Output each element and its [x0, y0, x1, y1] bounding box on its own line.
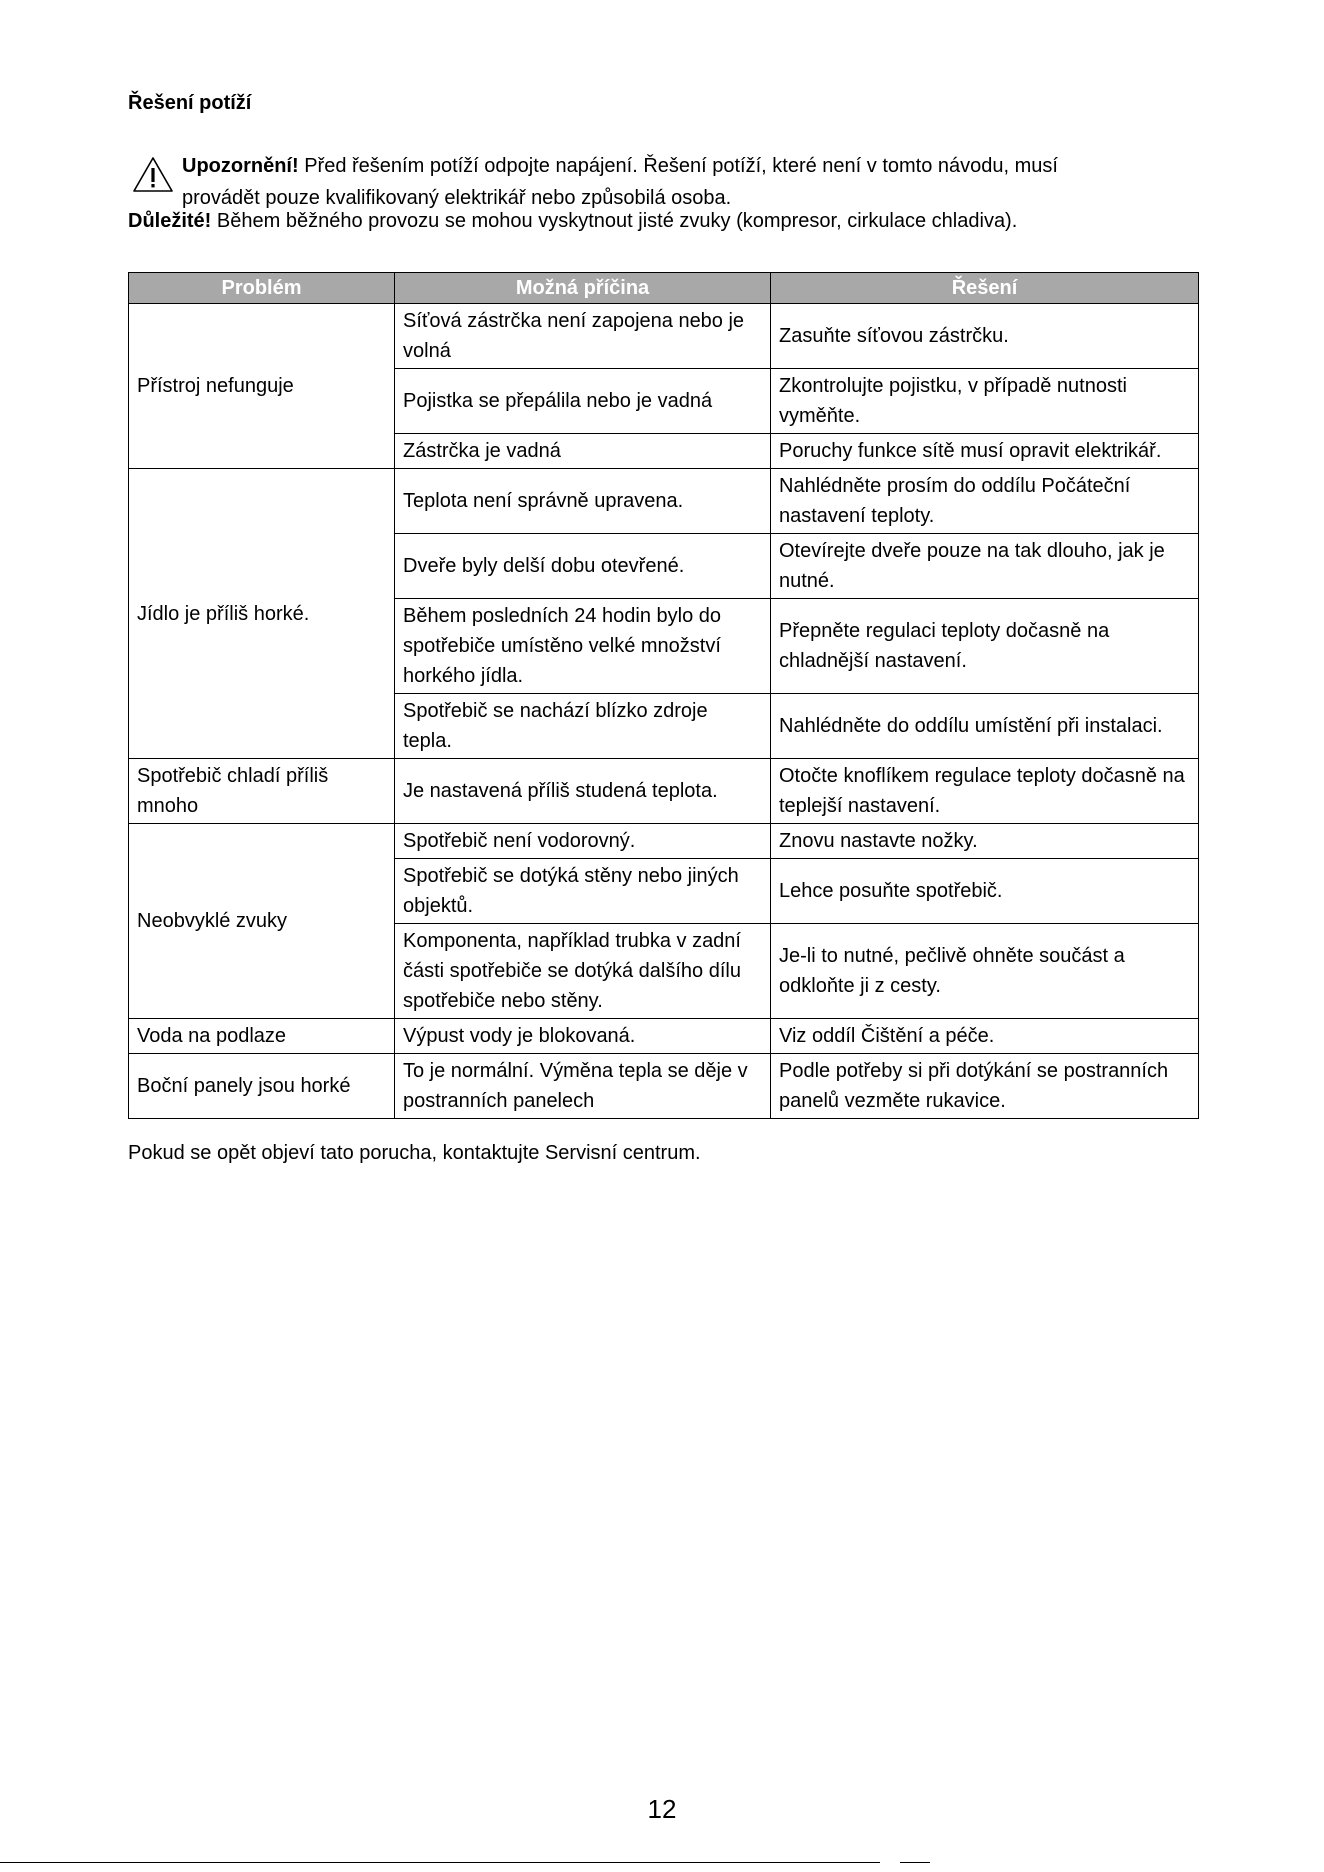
warning-text-2: provádět pouze kvalifikovaný elektrikář nebo způsobilá osoba.	[182, 187, 732, 209]
bottom-divider-mark	[900, 1862, 930, 1863]
solution-cell: Znovu nastavte nožky.	[771, 824, 1199, 859]
cause-cell: Dveře byly delší dobu otevřené.	[395, 534, 771, 599]
cause-cell: Je nastavená příliš studená teplota.	[395, 759, 771, 824]
solution-cell: Nahlédněte do oddílu umístění při instalaci.	[771, 694, 1199, 759]
header-cause: Možná příčina	[395, 273, 771, 304]
problem-cell: Přístroj nefunguje	[129, 304, 395, 469]
solution-cell: Zasuňte síťovou zástrčku.	[771, 304, 1199, 369]
important-text: Během běžného provozu se mohou vyskytnout jisté zvuky (kompresor, cirkulace chladiva).	[216, 210, 1018, 232]
cause-cell: To je normální. Výměna tepla se děje v postranních panelech	[395, 1054, 771, 1119]
problem-cell: Boční panely jsou horké	[129, 1054, 395, 1119]
cause-cell: Pojistka se přepálila nebo je vadná	[395, 369, 771, 434]
cause-cell: Teplota není správně upravena.	[395, 469, 771, 534]
table-row	[129, 824, 1199, 859]
warning-text-1: Před řešením potíží odpojte napájení. Řešení potíží, které není v tomto návodu, musí	[304, 155, 1058, 177]
important-notice	[128, 210, 1017, 233]
cause-cell: Výpust vody je blokovaná.	[395, 1019, 771, 1054]
solution-cell: Viz oddíl Čištění a péče.	[771, 1019, 1199, 1054]
cause-cell: Spotřebič se dotýká stěny nebo jiných objektů.	[395, 859, 771, 924]
solution-cell: Lehce posuňte spotřebič.	[771, 859, 1199, 924]
header-solution: Řešení	[771, 273, 1199, 304]
cause-cell: Spotřebič není vodorovný.	[395, 824, 771, 859]
problem-cell: Neobvyklé zvuky	[129, 824, 395, 1019]
problem-cell: Voda na podlaze	[129, 1019, 395, 1054]
cause-cell: Zástrčka je vadná	[395, 434, 771, 469]
table-row	[129, 469, 1199, 534]
table-row	[129, 1019, 1199, 1054]
solution-cell: Poruchy funkce sítě musí opravit elektrikář.	[771, 434, 1199, 469]
cause-cell: Síťová zástrčka není zapojena nebo je volná	[395, 304, 771, 369]
warning-label: Upozornění!	[182, 155, 299, 177]
solution-cell: Je-li to nutné, pečlivě ohněte součást a odkloňte ji z cesty.	[771, 924, 1199, 1019]
solution-cell: Zkontrolujte pojistku, v případě nutnosti vyměňte.	[771, 369, 1199, 434]
table-row	[129, 304, 1199, 369]
warning-triangle-icon	[132, 156, 174, 194]
table-row	[129, 759, 1199, 824]
page-number: 12	[647, 1794, 677, 1824]
solution-cell: Přepněte regulaci teploty dočasně na chladnější nastavení.	[771, 599, 1199, 694]
page-title: Řešení potíží	[128, 92, 252, 114]
solution-cell: Podle potřeby si při dotýkání se postranních panelů vezměte rukavice.	[771, 1054, 1199, 1119]
header-problem: Problém	[129, 273, 395, 304]
problem-cell: Jídlo je příliš horké.	[129, 469, 395, 759]
bottom-divider	[0, 1862, 880, 1863]
problem-cell: Spotřebič chladí příliš mnoho	[129, 759, 395, 824]
table-row	[129, 1054, 1199, 1119]
warning-line-1	[182, 150, 1058, 182]
cause-cell: Spotřebič se nachází blízko zdroje tepla.	[395, 694, 771, 759]
cause-cell: Během posledních 24 hodin bylo do spotřebiče umístěno velké množství horkého jídla.	[395, 599, 771, 694]
solution-cell: Otevírejte dveře pouze na tak dlouho, jak je nutné.	[771, 534, 1199, 599]
footer-note: Pokud se opět objeví tato porucha, kontaktujte Servisní centrum.	[128, 1142, 701, 1164]
troubleshooting-table	[128, 272, 1199, 1119]
solution-cell: Nahlédněte prosím do oddílu Počáteční nastavení teploty.	[771, 469, 1199, 534]
table-header-row	[129, 273, 1199, 304]
cause-cell: Komponenta, například trubka v zadní části spotřebiče se dotýká dalšího dílu spotřebiče nebo stěny.	[395, 924, 771, 1019]
important-label: Důležité!	[128, 210, 212, 232]
solution-cell: Otočte knoflíkem regulace teploty dočasně na teplejší nastavení.	[771, 759, 1199, 824]
